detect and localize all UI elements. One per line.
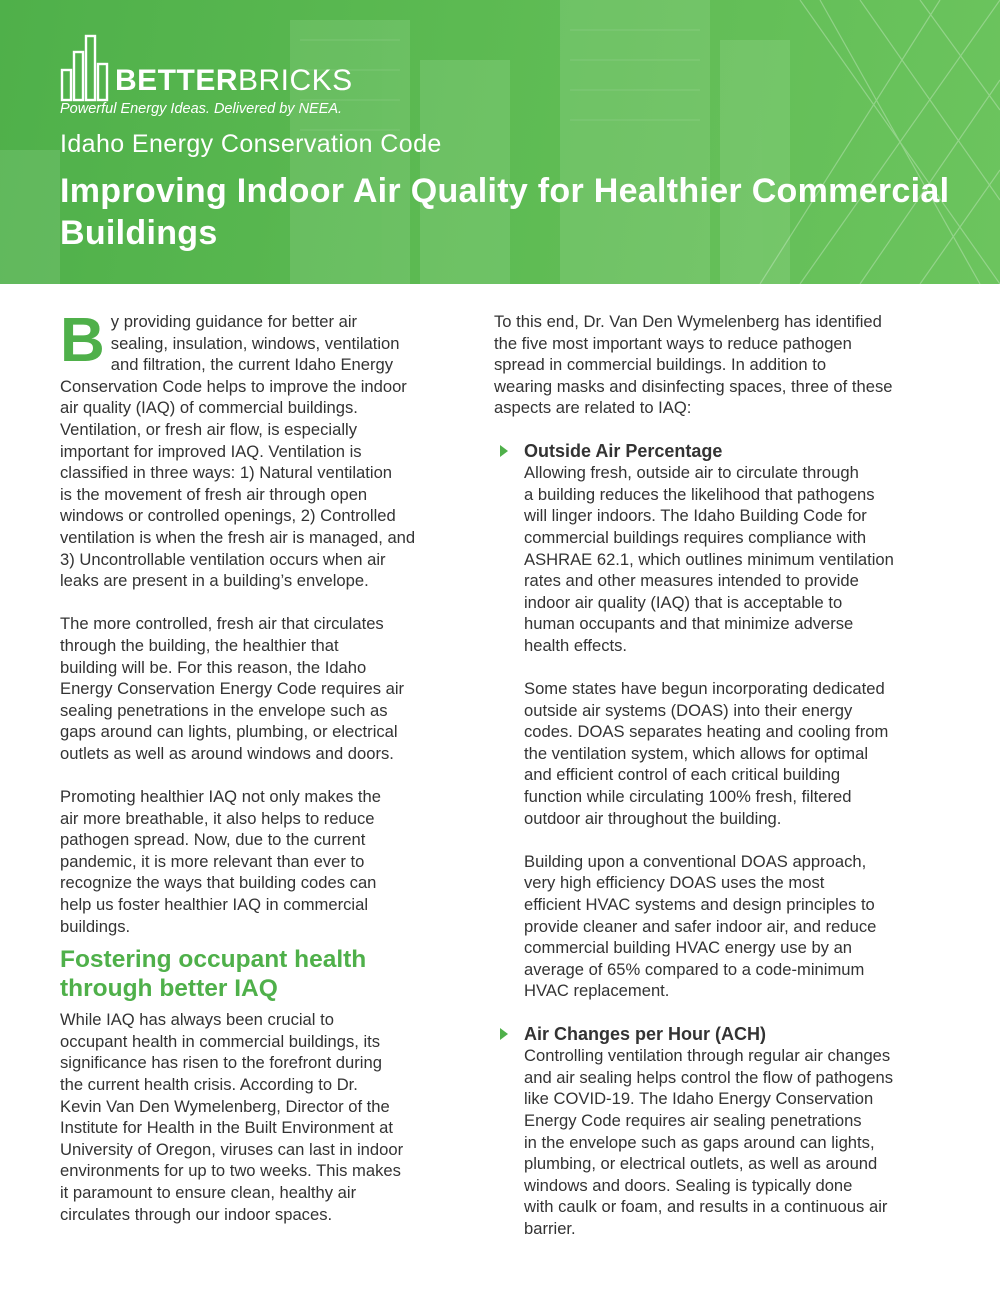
- bullet-arrow-icon: [500, 445, 508, 457]
- bullet-paragraph: Allowing fresh, outside air to circulate through a building reduces the likelihood that pathogens will linger indoors. The Idaho Building Code for commercial buildings requires compliance with ASHRAE 62.1, which outlines minimum ventilation rates and other measures intended to provide indoor air quality (IAQ) that is acceptable to human occupants and that minimize adverse health effects.: [524, 463, 894, 655]
- bullet-paragraph: Building upon a conventional DOAS approach, very high efficiency DOAS uses the most efficient HVAC systems and design principles to provide cleaner and safer indoor air, and reduce commercial building HVAC energy use by an average of 65% compared to a code-minimum HVAC replacement.: [524, 851, 877, 1001]
- paragraph-controlled-air: The more controlled, fresh air that circulates through the building, the healthier that building will be. For this reason, the Idaho Energy Conservation Energy Code requires air sealing penetrations in the envelope such as gaps around can lights, plumbing, or electrical outlets as well as around windows and doors.: [60, 614, 405, 763]
- header-banner: [0, 0, 1000, 284]
- bricks-logo-icon: [60, 30, 112, 102]
- paragraph-occupant-health: While IAQ has always been crucial to occupant health in commercial buildings, its significance has risen to the forefront during the current health crisis. According to Dr. Kevin Van Den Wymelenberg, Director of the Institute for Health in the Built Environment at University of Oregon, viruses can last in indoor environments for up to two weeks. This makes it paramount to ensure clean, healthy air circulates through our indoor spaces.: [60, 1010, 404, 1224]
- bullet-arrow-icon: [500, 1028, 508, 1040]
- bullet-air-changes: [494, 1024, 944, 1240]
- document-kicker: Idaho Energy Conservation Code: [60, 130, 442, 158]
- intro-paragraph: [60, 306, 460, 592]
- section-heading: Fostering occupant health through better IAQ: [60, 946, 367, 1003]
- bullet-paragraph: Some states have begun incorporating dedicated outside air systems (DOAS) into their energy codes. DOAS separates heating and cooling from the ventilation system, which allows for optimal and efficient control of each critical building function while circulating 100% fresh, filtered outdoor air throughout the building.: [524, 679, 889, 828]
- bullet-paragraph: Controlling ventilation through regular air changes and air sealing helps control the flow of pathogens like COVID-19. The Idaho Energy Conservation Energy Code requires air sealing penetrations in the envelope such as gaps around can lights, plumbing, or electrical outlets, as well as around windows and doors. Sealing is typically done with caulk or foam, and results in a continuous air barrier.: [524, 1046, 893, 1238]
- bullet-heading: Air Changes per Hour (ACH): [524, 1023, 767, 1044]
- bullet-outside-air: [494, 441, 944, 1002]
- tagline: Powerful Energy Ideas. Delivered by NEEA.: [60, 101, 343, 117]
- left-column: [60, 306, 460, 1225]
- right-column: [494, 311, 944, 1240]
- bullet-heading: Outside Air Percentage: [524, 440, 723, 461]
- page-title: Improving Indoor Air Quality for Healthier Commercial Buildings: [60, 172, 950, 252]
- drop-cap: B: [60, 306, 105, 375]
- right-intro-paragraph: To this end, Dr. Van Den Wymelenberg has identified the five most important ways to reduce pathogen spread in commercial buildings. In addition to wearing masks and disinfecting spaces, three of these aspects are related to IAQ:: [494, 312, 893, 418]
- intro-text: y providing guidance for better air sealing, insulation, windows, ventilation and filtration, the current Idaho Energy Conservation Code helps to improve the indoor air quality (IAQ) of commercial buildings. Ventilation, or fresh air flow, is especially important for improved IAQ. Ventilation is classified in three ways: 1) Natural ventilation is the movement of fresh air through open windows or controlled openings, 2) Controlled ventilation is when the fresh air is managed, and 3) Uncontrollable ventilation occurs when air leaks are present in a building’s envelope.: [60, 312, 416, 591]
- logo-wordmark: BETTERBRICKS: [115, 64, 353, 97]
- paragraph-healthier-iaq: Promoting healthier IAQ not only makes the air more breathable, it also helps to reduce pathogen spread. Now, due to the current pandemic, it is more relevant than ever to recognize the ways that building codes can help us foster healthier IAQ in commercial buildings.: [60, 787, 381, 936]
